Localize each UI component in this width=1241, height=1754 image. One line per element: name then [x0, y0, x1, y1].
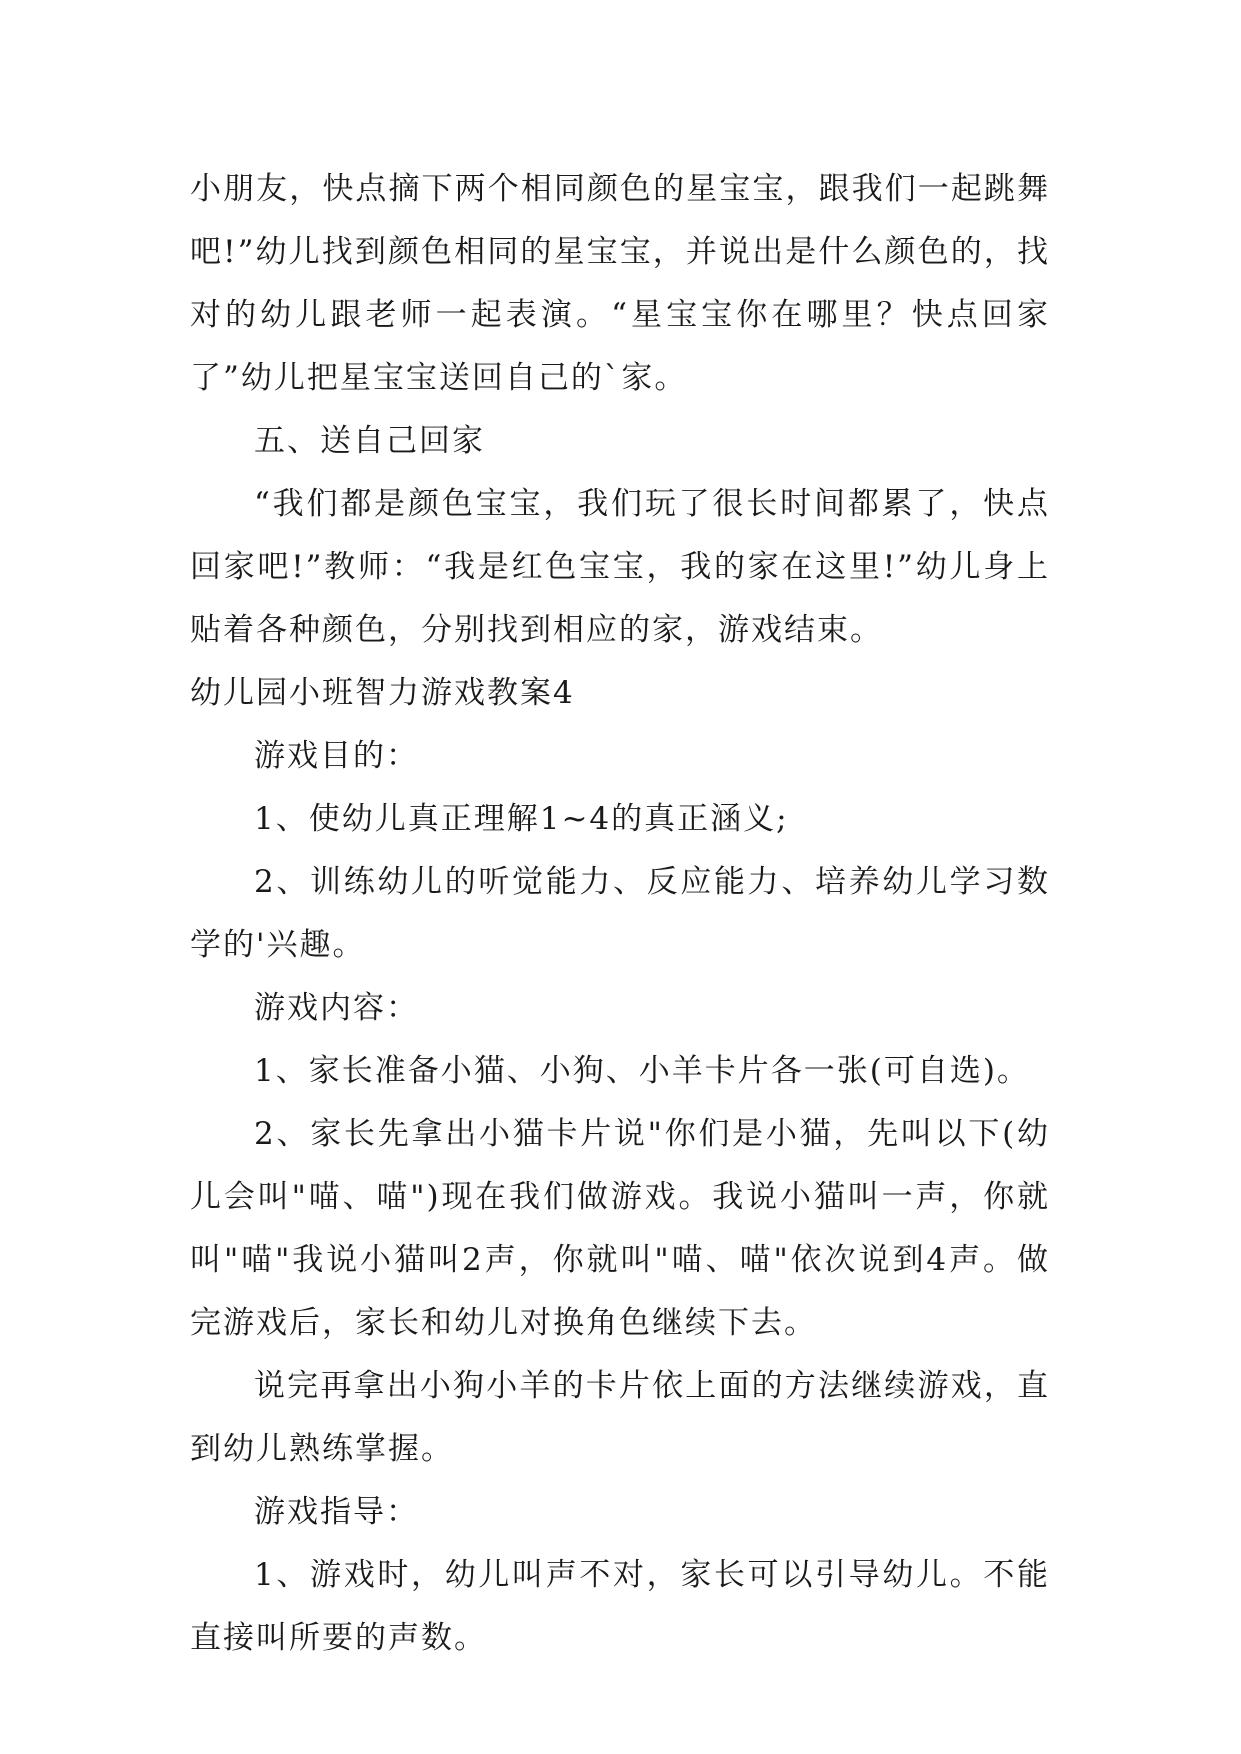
paragraph-go-home: “我们都是颜色宝宝，我们玩了很长时间都累了，快点回家吧!”教师：“我是红色宝宝，我的家在这里!”幼儿身上贴着各种颜色，分别找到相应的家，游戏结束。 [190, 486, 1050, 648]
section-heading-five: 五、送自己回家 [254, 423, 485, 459]
content-item-1: 1、家长准备小猫、小狗、小羊卡片各一张(可自选)。 [254, 1053, 1030, 1089]
document-body [190, 158, 1050, 1670]
heading-game-guidance: 游戏指导： [254, 1494, 419, 1530]
paragraph-continuation: 小朋友，快点摘下两个相同颜色的星宝宝，跟我们一起跳舞吧!”幼儿找到颜色相同的星宝宝，并说出是什么颜色的，找对的幼儿跟老师一起表演。“星宝宝你在哪里？快点回家了”幼儿把星宝宝送回自己的`家。 [190, 171, 1050, 396]
heading-game-content: 游戏内容： [254, 990, 419, 1026]
content-item-2: 2、家长先拿出小猫卡片说"你们是小猫，先叫以下(幼儿会叫"喵、喵")现在我们做游戏。我说小猫叫一声，你就叫"喵"我说小猫叫2声，你就叫"喵、喵"依次说到4声。做完游戏后，家长和幼儿对换角色继续下去。 [190, 1116, 1050, 1341]
content-item-continue: 说完再拿出小狗小羊的卡片依上面的方法继续游戏，直到幼儿熟练掌握。 [190, 1368, 1050, 1467]
heading-game-purpose: 游戏目的： [254, 738, 419, 774]
purpose-item-1: 1、使幼儿真正理解1~4的真正涵义; [254, 801, 789, 837]
lesson-plan-title: 幼儿园小班智力游戏教案4 [190, 675, 575, 711]
guidance-item-1: 1、游戏时，幼儿叫声不对，家长可以引导幼儿。不能直接叫所要的声数。 [190, 1557, 1050, 1656]
purpose-item-2: 2、训练幼儿的听觉能力、反应能力、培养幼儿学习数学的'兴趣。 [190, 864, 1050, 963]
